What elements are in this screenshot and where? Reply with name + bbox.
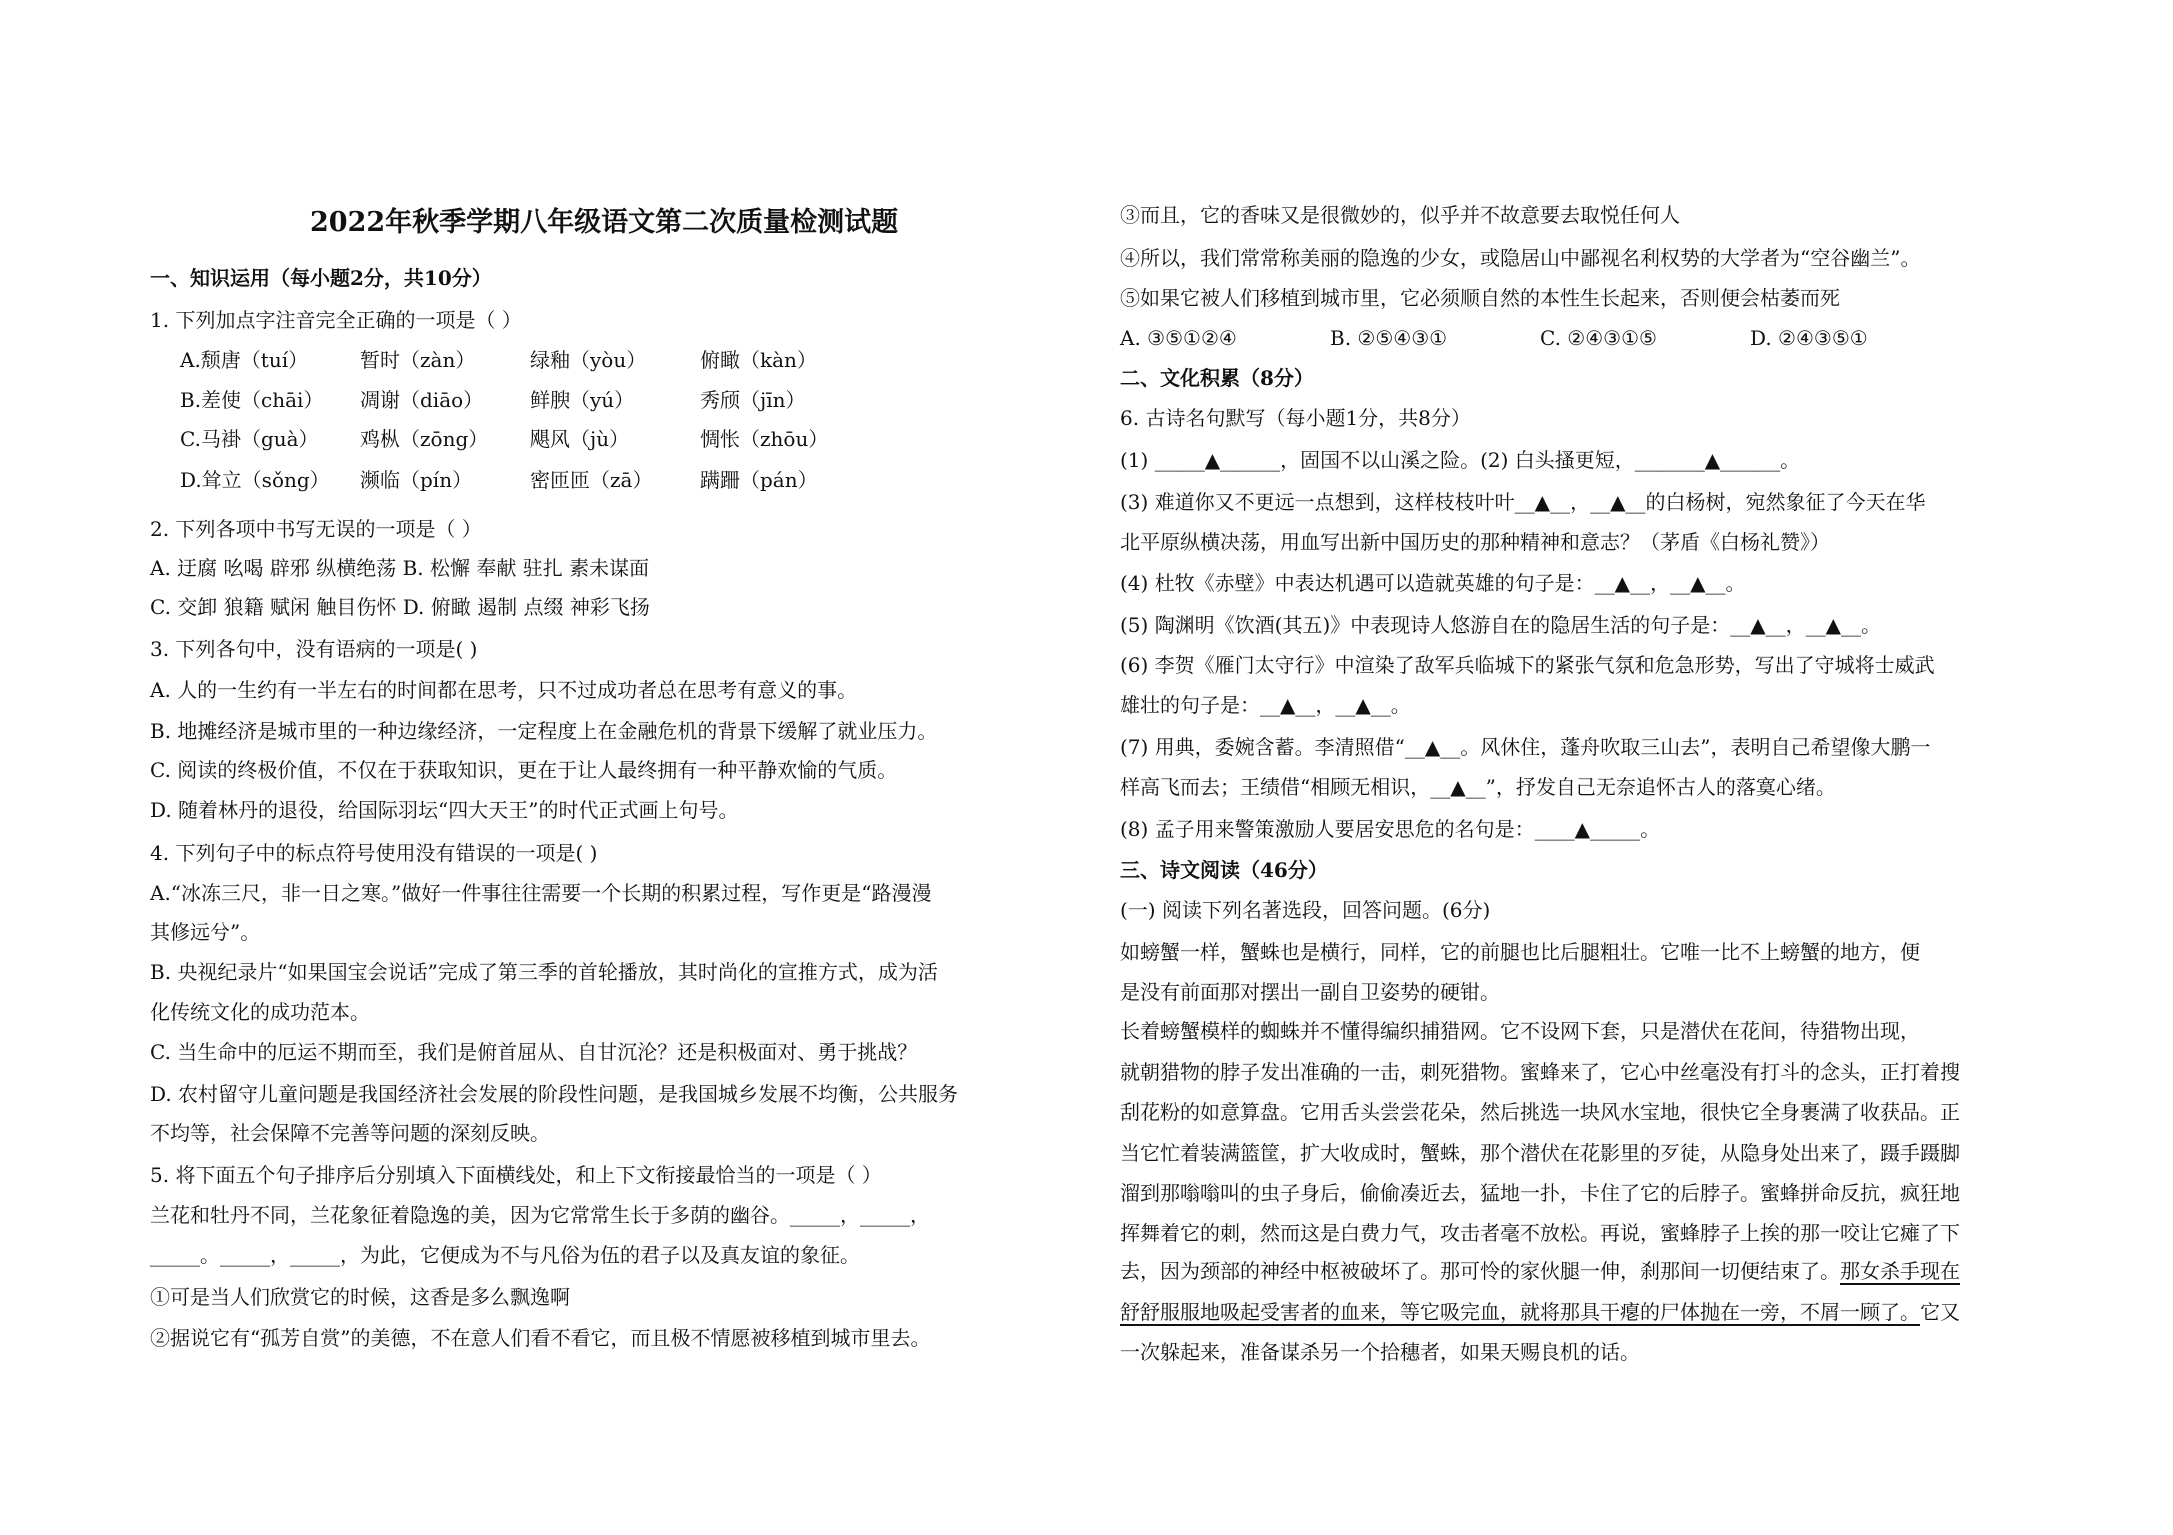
line-text: 三、诗文阅读（46分） bbox=[1120, 858, 1328, 882]
text-line bbox=[150, 1282, 570, 1312]
line-text: 化传统文化的成功范本。 bbox=[150, 1000, 370, 1024]
line-text: 北平原纵横决荡，用血写出新中国历史的那种精神和意志？（茅盾《白杨礼赞》） bbox=[1120, 530, 1830, 554]
line-text: (8) 孟子用来警策激励人要居安思危的名句是：____▲_____。 bbox=[1120, 817, 1661, 841]
line-text: 2. 下列各项中书写无误的一项是（ ） bbox=[150, 517, 482, 541]
text-line bbox=[150, 755, 897, 785]
text-line bbox=[150, 917, 260, 947]
section-heading bbox=[1120, 363, 1314, 393]
text-line bbox=[150, 1037, 917, 1067]
line-text: 它又 bbox=[1920, 1300, 1960, 1324]
text-line bbox=[150, 1079, 958, 1109]
option: D. ②④③⑤① bbox=[1750, 326, 1868, 350]
text-line bbox=[150, 675, 857, 705]
line-text: A. 迂腐 吆喝 辟邪 纵横绝荡 B. 松懈 奉献 驻扎 素未谋面 bbox=[150, 556, 650, 580]
line-text: 挥舞着它的刺，然而这是白费力气，攻击者毫不放松。再说，蜜蜂脖子上挨的那一咬让它瘫了下 bbox=[1120, 1221, 1960, 1245]
line-text: (5) 陶渊明《饮酒(其五)》中表现诗人悠游自在的隐居生活的句子是：__▲__，__▲__。 bbox=[1120, 613, 1882, 637]
option: 飓风（jù） bbox=[530, 427, 630, 451]
line-text: 4. 下列句子中的标点符号使用没有错误的一项是( ) bbox=[150, 841, 598, 865]
option: 鲜腴（yú） bbox=[530, 388, 635, 412]
line-text: 去，因为颈部的神经中枢被破坏了。那可怜的家伙腿一伸，刹那间一切便结束了。 bbox=[1120, 1259, 1840, 1283]
line-text: (3) 难道你又不更远一点想到，这样枝枝叶叶__▲__，__▲__的白杨树，宛然象征了今天在华 bbox=[1120, 490, 1926, 514]
line-text: 兰花和牡丹不同，兰花象征着隐逸的美，因为它常常生长于多荫的幽谷。_____，_____， bbox=[150, 1203, 930, 1227]
line-text: 一、知识运用（每小题2分，共10分） bbox=[150, 266, 492, 290]
line-text: A. 人的一生约有一半左右的时间都在思考，只不过成功者总在思考有意义的事。 bbox=[150, 678, 858, 702]
text-line bbox=[150, 1323, 930, 1353]
option: 凋谢（diāo） bbox=[360, 388, 484, 412]
text-line bbox=[150, 997, 370, 1027]
option: D.耸立（sǒng） bbox=[180, 468, 330, 492]
text-line bbox=[1120, 650, 1935, 680]
line-text: (1) _____▲______，固国不以山溪之险。(2) 白头搔更短，_______▲______。 bbox=[1120, 448, 1801, 472]
text-line bbox=[1120, 487, 1925, 517]
option: C.马褂（guà） bbox=[180, 427, 319, 451]
text-line bbox=[1120, 895, 1490, 925]
line-text: ③而且，它的香味又是很微妙的，似乎并不故意要去取悦任何人 bbox=[1120, 203, 1680, 227]
line-text: (6) 李贺《雁门太守行》中渲染了敌军兵临城下的紧张气氛和危急形势，写出了守城将士威武 bbox=[1120, 653, 1935, 677]
text-line bbox=[1120, 445, 1800, 475]
line-text: D. 随着林丹的退役，给国际羽坛“四大天王”的时代正式画上句号。 bbox=[150, 798, 739, 822]
text-line bbox=[1120, 1016, 1920, 1046]
text-line bbox=[1120, 1097, 1960, 1127]
text-line bbox=[1120, 610, 1881, 640]
text-line bbox=[150, 553, 649, 583]
text-line bbox=[1120, 568, 1745, 598]
text-line bbox=[150, 716, 937, 746]
text-line bbox=[150, 838, 597, 868]
section-heading bbox=[150, 263, 492, 293]
line-text: (4) 杜牧《赤壁》中表达机遇可以造就英雄的句子是：__▲__，__▲__。 bbox=[1120, 571, 1746, 595]
line-text: A.“冰冻三尺，非一日之寒。”做好一件事往往需要一个长期的积累过程，写作更是“路漫漫 bbox=[150, 881, 932, 905]
text-line bbox=[1120, 690, 1411, 720]
text-line bbox=[150, 592, 650, 622]
line-text: 就朝猎物的脖子发出准确的一击，刺死猎物。蜜蜂来了，它心中丝毫没有打斗的念头，正打着搜 bbox=[1120, 1060, 1960, 1084]
line-text: B. 地摊经济是城市里的一种边缘经济，一定程度上在金融危机的背景下缓解了就业压力。 bbox=[150, 719, 938, 743]
line-text: 一次躲起来，准备谋杀另一个拾穗者，如果天赐良机的话。 bbox=[1120, 1340, 1640, 1364]
line-text: 溜到那嗡嗡叫的虫子身后，偷偷凑近去，猛地一扑，卡住了它的后脖子。蜜蜂拼命反抗，疯狂地 bbox=[1120, 1181, 1960, 1205]
text-line bbox=[150, 1240, 860, 1270]
line-text: ④所以，我们常常称美丽的隐逸的少女，或隐居山中鄙视名利权势的大学者为“空谷幽兰”。 bbox=[1120, 246, 1921, 270]
line-text: 长着螃蟹模样的蜘蛛并不懂得编织捕猎网。它不设网下套，只是潜伏在花间，待猎物出现， bbox=[1120, 1019, 1920, 1043]
line-text: 当它忙着装满篮筐，扩大收成时，蟹蛛，那个潜伏在花影里的歹徒，从隐身处出来了，蹑手蹑脚 bbox=[1120, 1141, 1960, 1165]
line-text: 其修远兮”。 bbox=[150, 920, 261, 944]
text-line bbox=[150, 1160, 882, 1190]
section-heading bbox=[1120, 855, 1328, 885]
line-text: 是没有前面那对摆出一副自卫姿势的硬钳。 bbox=[1120, 980, 1500, 1004]
line-text: ②据说它有“孤芳自赏”的美德，不在意人们看不看它，而且极不情愿被移植到城市里去。 bbox=[150, 1326, 931, 1350]
option: 蹒跚（pán） bbox=[700, 468, 818, 492]
line-text: _____。_____，_____，为此，它便成为不与凡俗为伍的君子以及真友谊的象征。 bbox=[150, 1243, 860, 1267]
line-text: ①可是当人们欣赏它的时候，这香是多么飘逸啊 bbox=[150, 1285, 570, 1309]
option: 惆怅（zhōu） bbox=[700, 427, 829, 451]
text-line bbox=[1120, 772, 1836, 802]
text-line bbox=[150, 305, 522, 335]
line-text: 6. 古诗名句默写（每小题1分，共8分） bbox=[1120, 406, 1471, 430]
option: 濒临（pín） bbox=[360, 468, 473, 492]
line-text: 1. 下列加点字注音完全正确的一项是（ ） bbox=[150, 308, 522, 332]
text-line bbox=[1120, 1256, 1960, 1286]
line-text: 刮花粉的如意算盘。它用舌头尝尝花朵，然后挑选一块风水宝地，很快它全身裹满了收获品。正 bbox=[1120, 1100, 1960, 1124]
text-line bbox=[150, 795, 739, 825]
option: 鸡枞（zōng） bbox=[360, 427, 489, 451]
option: A. ③⑤①②④ bbox=[1120, 326, 1237, 350]
line-text: D. 农村留守儿童问题是我国经济社会发展的阶段性问题，是我国城乡发展不均衡，公共服务 bbox=[150, 1082, 959, 1106]
underlined-text: 那女杀手现在 bbox=[1840, 1259, 1960, 1283]
text-line bbox=[1120, 243, 1920, 273]
text-line bbox=[1120, 1138, 1960, 1168]
text-line bbox=[1120, 283, 1840, 313]
option: 秀颀（jīn） bbox=[700, 388, 806, 412]
text-line bbox=[1120, 977, 1500, 1007]
text-line bbox=[1120, 937, 1920, 967]
text-line bbox=[1120, 1297, 1960, 1327]
text-line bbox=[1120, 403, 1471, 433]
option: C. ②④③①⑤ bbox=[1540, 326, 1657, 350]
option: 俯瞰（kàn） bbox=[700, 348, 817, 372]
text-line bbox=[150, 1200, 930, 1230]
text-line bbox=[150, 1118, 550, 1148]
option: B.差使（chāi） bbox=[180, 388, 324, 412]
line-text: 3. 下列各句中，没有语病的一项是( ) bbox=[150, 637, 478, 661]
text-line bbox=[1120, 1337, 1640, 1367]
option: B. ②⑤④③① bbox=[1330, 326, 1448, 350]
line-text: 样高飞而去；王绩借“相顾无相识，__▲__”，抒发自己无奈追怀古人的落寞心绪。 bbox=[1120, 775, 1836, 799]
option: 绿釉（yòu） bbox=[530, 348, 647, 372]
underlined-text: 舒舒服服地吸起受害者的血来，等它吸完血，就将那具干瘪的尸体抛在一旁，不屑一顾了。 bbox=[1120, 1300, 1920, 1324]
option: 暂时（zàn） bbox=[360, 348, 476, 372]
text-line bbox=[150, 634, 477, 664]
text-line bbox=[150, 957, 938, 987]
line-text: 5. 将下面五个句子排序后分别填入下面横线处，和上下文衔接最恰当的一项是（ ） bbox=[150, 1163, 882, 1187]
line-text: C. 当生命中的厄运不期而至，我们是俯首屈从、自甘沉沦？还是积极面对、勇于挑战？ bbox=[150, 1040, 918, 1064]
page-title: 2022年秋季学期八年级语文第二次质量检测试题 bbox=[310, 207, 899, 238]
line-text: C. 阅读的终极价值，不仅在于获取知识，更在于让人最终拥有一种平静欢愉的气质。 bbox=[150, 758, 898, 782]
text-line bbox=[1120, 814, 1660, 844]
line-text: 雄壮的句子是：__▲__，__▲__。 bbox=[1120, 693, 1411, 717]
text-line bbox=[1120, 1218, 1960, 1248]
text-line bbox=[150, 878, 931, 908]
text-line bbox=[150, 514, 482, 544]
line-text: ⑤如果它被人们移植到城市里，它必须顺自然的本性生长起来，否则便会枯萎而死 bbox=[1120, 286, 1840, 310]
text-line bbox=[1120, 527, 1830, 557]
line-text: (一) 阅读下列名著选段，回答问题。(6分) bbox=[1120, 898, 1491, 922]
text-line bbox=[1120, 1057, 1960, 1087]
line-text: 二、文化积累（8分） bbox=[1120, 366, 1314, 390]
option: 密匝匝（zā） bbox=[530, 468, 653, 492]
text-line bbox=[1120, 732, 1931, 762]
line-text: 不均等，社会保障不完善等问题的深刻反映。 bbox=[150, 1121, 550, 1145]
option: A.颓唐（tuí） bbox=[180, 348, 309, 372]
text-line bbox=[1120, 200, 1680, 230]
text-line bbox=[1120, 1178, 1960, 1208]
line-text: C. 交卸 狼籍 赋闲 触目伤怀 D. 俯瞰 遏制 点缀 神彩飞扬 bbox=[150, 595, 650, 619]
line-text: B. 央视纪录片“如果国宝会说话”完成了第三季的首轮播放，其时尚化的宣推方式，成为活 bbox=[150, 960, 938, 984]
line-text: (7) 用典，委婉含蓄。李清照借“__▲__。风休住，蓬舟吹取三山去”，表明自己希望像大鹏一 bbox=[1120, 735, 1931, 759]
line-text: 如螃蟹一样，蟹蛛也是横行，同样，它的前腿也比后腿粗壮。它唯一比不上螃蟹的地方，便 bbox=[1120, 940, 1920, 964]
